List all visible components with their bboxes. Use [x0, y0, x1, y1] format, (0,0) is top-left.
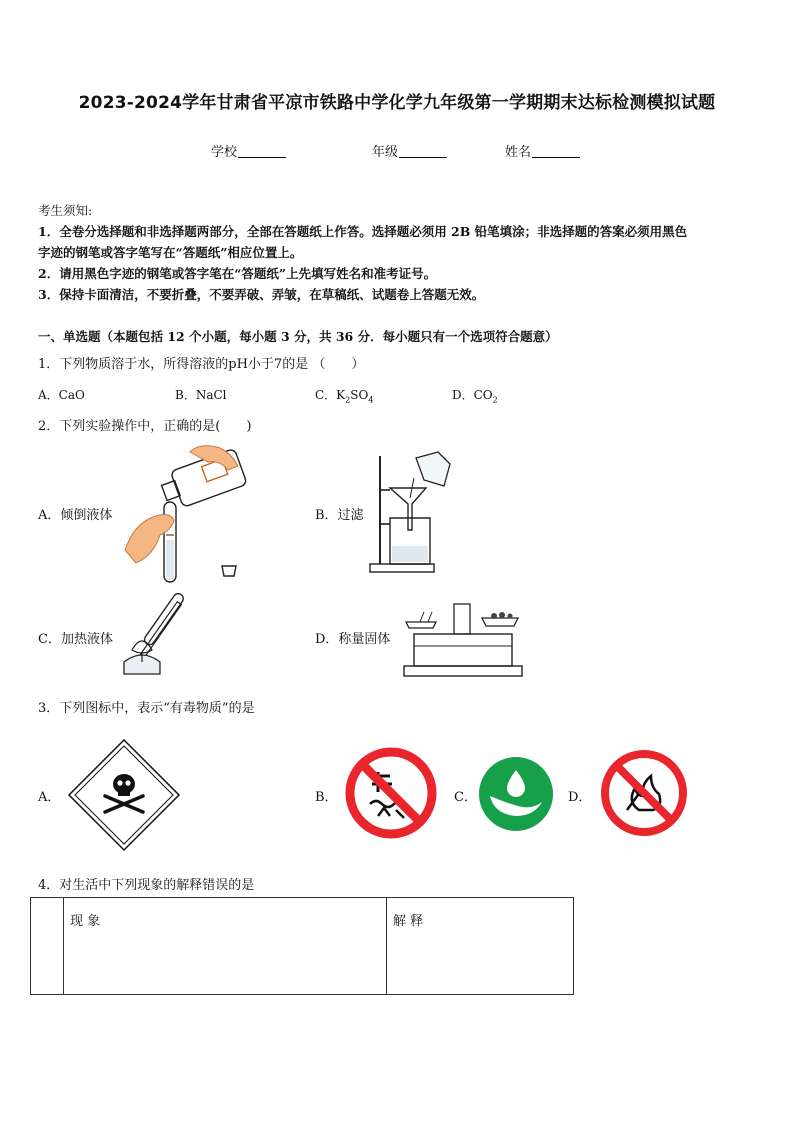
- q1-stem: 1．下列物质溶于水，所得溶液的pH小于7的是 （ ）: [38, 357, 365, 372]
- heating-liquid-illustration: [118, 592, 213, 682]
- school-label: 学校: [211, 145, 238, 160]
- toxic-substance-icon: [67, 738, 181, 852]
- water-saving-icon: [478, 756, 554, 832]
- pouring-liquid-illustration: [120, 440, 260, 585]
- school-blank: [238, 145, 286, 158]
- q2-stem: 2．下列实验操作中，正确的是( ): [38, 419, 252, 434]
- q2-option-c: C．加热液体: [38, 632, 113, 647]
- no-open-flame-icon: [599, 748, 689, 838]
- q2-option-a: A．倾倒液体: [38, 508, 113, 523]
- notice-heading: 考生须知:: [38, 203, 93, 218]
- table-cell-index: [31, 898, 64, 995]
- table-header-explanation: 解 释: [387, 898, 574, 995]
- q1-option-b: B．NaCl: [175, 388, 227, 402]
- grade-field: [372, 141, 447, 160]
- no-burning-debris-icon: [342, 746, 440, 841]
- q1-option-a: A．CaO: [38, 388, 85, 402]
- q4-table: [30, 897, 574, 995]
- notice-item-1-cont: 字迹的钢笔或答字笔写在“答题纸”相应位置上。: [38, 245, 303, 260]
- q2-option-d: D．称量固体: [315, 632, 391, 647]
- q3-stem: 3．下列图标中，表示“有毒物质”的是: [38, 701, 255, 716]
- notice-item-2: 2．请用黑色字迹的钢笔或答字笔在“答题纸”上先填写姓名和准考证号。: [38, 266, 437, 281]
- name-label: 姓名: [505, 145, 532, 160]
- school-field: [211, 141, 286, 160]
- q3-option-d: D．: [568, 790, 592, 805]
- q4-stem: 4．对生活中下列现象的解释错误的是: [38, 878, 255, 893]
- name-blank: [532, 145, 580, 158]
- table-row: [31, 898, 574, 995]
- notice-item-3: 3．保持卡面清洁，不要折叠，不要弄破、弄皱，在草稿纸、试题卷上答题无效。: [38, 287, 485, 302]
- grade-label: 年级: [372, 145, 399, 160]
- name-field: [505, 141, 580, 160]
- page-title: 2023-2024学年甘肃省平凉市铁路中学化学九年级第一学期期末达标检测模拟试题: [78, 93, 716, 113]
- q3-option-c: C．: [454, 790, 477, 805]
- q1-option-d: D．$CO_2$: [452, 388, 498, 405]
- section-heading: 一、单选题（本题包括 12 个小题，每小题 3 分，共 36 分．每小题只有一个选项符合题意）: [38, 329, 558, 344]
- q3-option-b: B．: [315, 790, 338, 805]
- grade-blank: [399, 145, 447, 158]
- notice-item-1: 1．全卷分选择题和非选择题两部分，全部在答题纸上作答。选择题必须用 2B 铅笔填涂；非选择题的答案必须用黑色: [38, 224, 688, 239]
- filtration-illustration: [368, 448, 458, 576]
- balance-illustration: [402, 600, 527, 680]
- q3-option-a: A．: [38, 790, 61, 805]
- table-header-phenomenon: 现 象: [64, 898, 387, 995]
- q1-option-c: C．$K_2SO_4$: [315, 388, 374, 405]
- q2-option-b: B．过滤: [315, 508, 364, 523]
